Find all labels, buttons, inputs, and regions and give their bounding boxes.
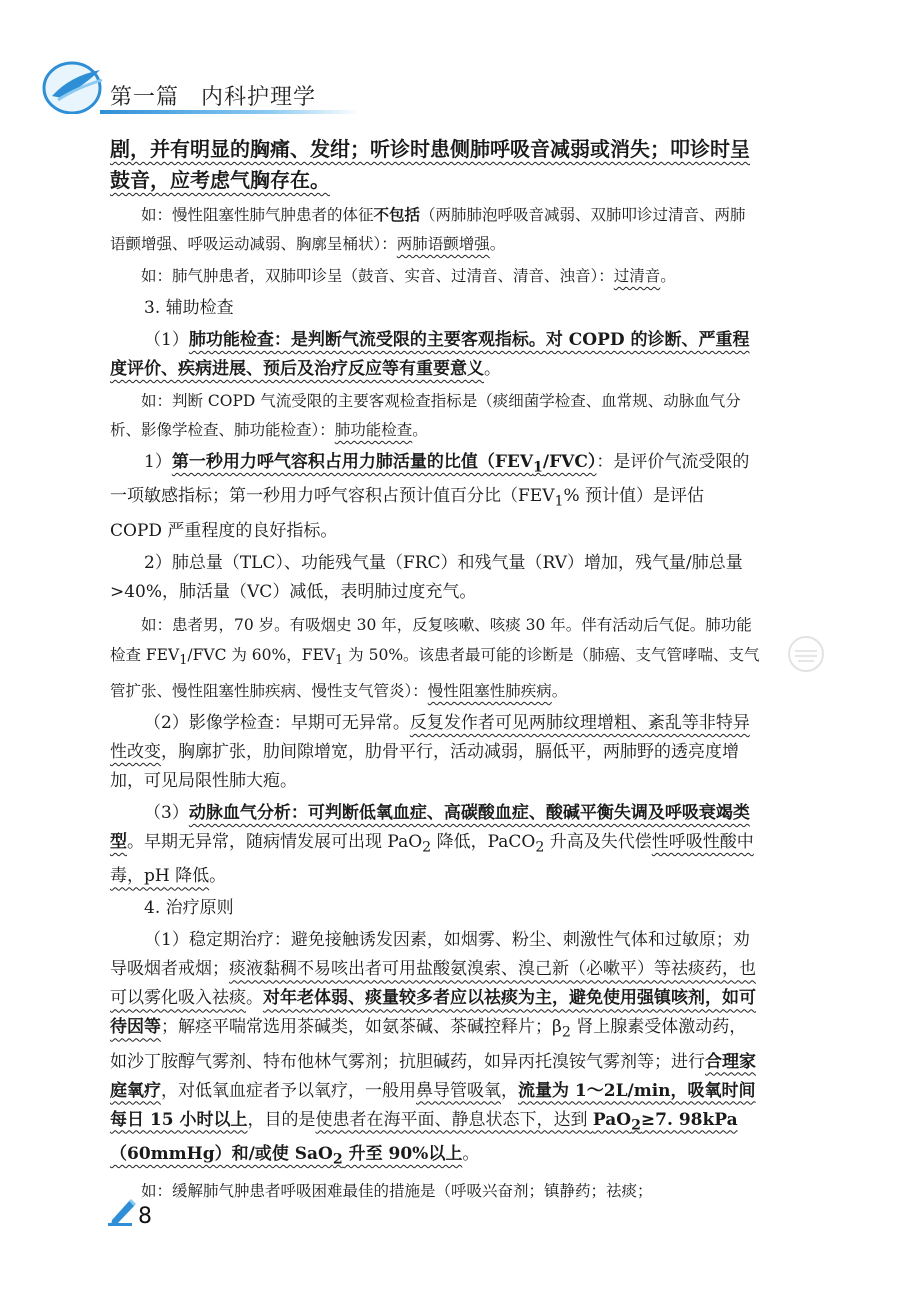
- example-question-5: 如：缓解肺气肿患者呼吸困难最佳的措施是（呼吸兴奋剂；镇静药；祛痰；: [141, 1182, 653, 1201]
- p5-text-1: 。早期无异常，随病情发展可出现 PaO: [127, 831, 423, 852]
- ex1-answer: 两肺语颤增强: [396, 235, 490, 253]
- p5-text-3: 升高及失代偿: [544, 831, 652, 852]
- p1-end: 。: [484, 359, 501, 379]
- header-rule: [100, 110, 360, 114]
- p5-number: （3）: [144, 802, 189, 823]
- p2-rest-2: % 预计值）是评估 COPD 严重程度的良好指标。: [110, 486, 705, 541]
- chapter-title: [110, 80, 316, 111]
- example-question-1: [110, 200, 760, 259]
- p1-key-point: 肺功能检查：是判断气流受限的主要客观指标。对 COPD 的诊断、严重程度评价、疾病进展、预后及治疗反应等有重要意义: [110, 330, 750, 379]
- page-body: [110, 134, 760, 1209]
- p6-key-point-1: 对年老体弱、痰量较多者应以祛痰为主，避免使用强镇咳剂，如可待因等: [110, 988, 756, 1038]
- p6-text-a: （1）稳定期治疗：避免接触诱发因素，如烟雾、粉尘、刺激性气体和过敏原；劝导吸烟者戒烟；: [110, 930, 750, 980]
- p6-underlined-2: 鼻导管吸氧: [416, 1080, 501, 1101]
- p5-text-2: 降低，PaCO: [431, 831, 536, 852]
- paragraph-imaging: [110, 709, 760, 796]
- p6-pao2-subscript: 2: [631, 1117, 641, 1134]
- p6-text-d: 肾上腺素受体激动药，如沙丁胺醇气雾剂、特布他林气雾剂；抗胆碱药，如异丙托溴铵气雾剂等；进行: [110, 1017, 747, 1072]
- p5-subscript-2: 2: [535, 839, 545, 856]
- p6-underlined-1: 痰液黏稠不易咳出者可用盐酸氨溴索、溴己新（必嗽平）等祛痰药，也可以雾化吸入祛痰: [110, 959, 756, 1009]
- p5-end: 。: [209, 866, 227, 887]
- ex2-end: 。: [660, 267, 676, 285]
- ex2-text: 如：肺气肿患者，双肺叩诊呈（鼓音、实音、过清音、清音、浊音）：: [141, 267, 614, 285]
- section-heading-3: 3. 辅助检查: [144, 298, 234, 318]
- p2-rest: ：是评价气流受限的一项敏感指标；第一秒用力呼气容积占预计值百分比（FEV: [110, 452, 750, 507]
- p2-key-text: 第一秒用力呼气容积占用力肺活量的比值（FEV: [171, 452, 534, 472]
- p5-subscript-1: 2: [422, 839, 432, 856]
- p6-underlined-3: 使患者在海平面、静息状态下，达到: [315, 1109, 593, 1130]
- p6-text-g: ，目的是: [247, 1109, 316, 1130]
- page-number: 8: [138, 1204, 152, 1229]
- page-footer: [108, 1196, 228, 1236]
- p4-text: （2）影像学检查：早期可无异常。: [144, 712, 410, 733]
- p2-key-text-2: /FVC）: [542, 452, 597, 472]
- p2-key-point: [171, 452, 597, 476]
- p6-pao2: PaO: [592, 1109, 632, 1130]
- margin-stamp-icon: [786, 634, 826, 674]
- p4-rest: ，胸廓扩张，肋间隙增宽，肋骨平行，活动减弱，膈低平，两肺野的透亮度增加，可见局限性肺大疱。: [110, 741, 739, 791]
- example-question-3: [110, 387, 760, 445]
- pencil-icon: [108, 1196, 136, 1226]
- book-logo-icon: [42, 58, 114, 114]
- ex3-text: 如：判断 COPD 气流受限的主要客观检查指标是（痰细菌学检查、血常规、动脉血气分析、影像学检查、肺功能检查）：: [110, 392, 741, 439]
- ex1-text: 如：慢性阻塞性肺气肿患者的体征: [141, 206, 374, 224]
- running-header: [42, 58, 342, 114]
- ex3-answer: 肺功能检查: [334, 421, 413, 439]
- ex3-end: 。: [412, 421, 428, 439]
- p2-key-subscript: 1: [533, 459, 543, 476]
- p6-text-c: ；解痉平喘常选用茶碱类，如氨茶碱、茶碱控释片；β: [161, 1017, 562, 1038]
- example-question-4: [110, 610, 760, 706]
- chapter-subject: 内科护理学: [201, 85, 317, 110]
- p2-number: 1）: [144, 452, 172, 472]
- p6-key-point-3: 流量为 1～2L/min，吸氧时间每日 15 小时以上: [110, 1080, 756, 1130]
- p6-target: 升至 90%以上: [342, 1144, 463, 1165]
- ex4-text-3: 为 50%。该患者最可能的诊断是（肺癌、支气管哮喘、支气管扩张、慢性阻塞性肺疾病、慢性支气管炎）：: [110, 645, 760, 700]
- ex4-subscript-2: 1: [335, 652, 344, 668]
- ex1-end: 。: [489, 235, 506, 253]
- ex4-end: 。: [551, 681, 568, 700]
- p5-key-point: 动脉血气分析：可判断低氧血症、高碳酸血症、酸碱平衡失调及呼吸衰竭类型: [110, 802, 750, 852]
- p4-underlined: 反复发作者可见两肺纹理增粗、紊乱等非特异性改变: [110, 712, 750, 762]
- section-heading-4: 4. 治疗原则: [144, 898, 234, 919]
- ex4-text-1: 如：患者男，70 岁。有吸烟史 30 年，反复咳嗽、咳痰 30 年。伴有活动后气促。肺功能检查 FEV: [110, 615, 752, 664]
- paragraph-lung-function: [110, 326, 760, 384]
- ex1-emphasis: 不包括: [373, 205, 421, 224]
- p1-number: （1）: [144, 330, 189, 350]
- paragraph-fev1-fvc: [110, 448, 760, 546]
- ex4-subscript-1: 1: [179, 652, 188, 668]
- p6-text-e: ，对低氧血症者予以氧疗，一般用: [161, 1080, 416, 1101]
- p6-text-b: 。: [246, 988, 263, 1009]
- p6-sao2: ≥7. 98kPa（60mmHg）和/或使 SaO: [110, 1109, 738, 1165]
- paragraph-stable-treatment: [110, 926, 760, 1174]
- paragraph-lung-volumes: 2）肺总量（TLC）、功能残气量（FRC）和残气量（RV）增加，残气量/肺总量>40%，肺活量（VC）减低，表明肺过度充气。: [110, 552, 743, 602]
- p6-text-f: ，: [501, 1080, 518, 1101]
- p2-rest-subscript: 1: [554, 493, 564, 510]
- lead-paragraph: 剧，并有明显的胸痛、发绀；听诊时患侧肺呼吸音减弱或消失；叩诊时呈鼓音，应考虑气胸存在。: [110, 137, 750, 192]
- ex4-answer: 慢性阻塞性肺疾病: [427, 681, 552, 700]
- ex2-answer: 过清音: [613, 267, 661, 285]
- chapter-part: 第一篇: [110, 85, 180, 110]
- paragraph-blood-gas: [110, 799, 760, 891]
- p6-key-point-2: 合理家庭氧疗: [110, 1051, 756, 1101]
- ex4-text-2: /FVC 为 60%，FEV: [187, 645, 336, 664]
- p6-sao2-subscript: 2: [332, 1151, 343, 1168]
- p6-end: 。: [462, 1144, 480, 1165]
- ex1-options: （两肺肺泡呼吸音减弱、双肺叩诊过清音、两肺语颤增强、呼吸运动减弱、胸廓呈桶状）：: [110, 206, 746, 253]
- example-question-2: [110, 262, 760, 291]
- p5-underlined: 性呼吸性酸中毒，pH 降低: [110, 831, 754, 887]
- p6-beta-subscript: 2: [561, 1024, 571, 1041]
